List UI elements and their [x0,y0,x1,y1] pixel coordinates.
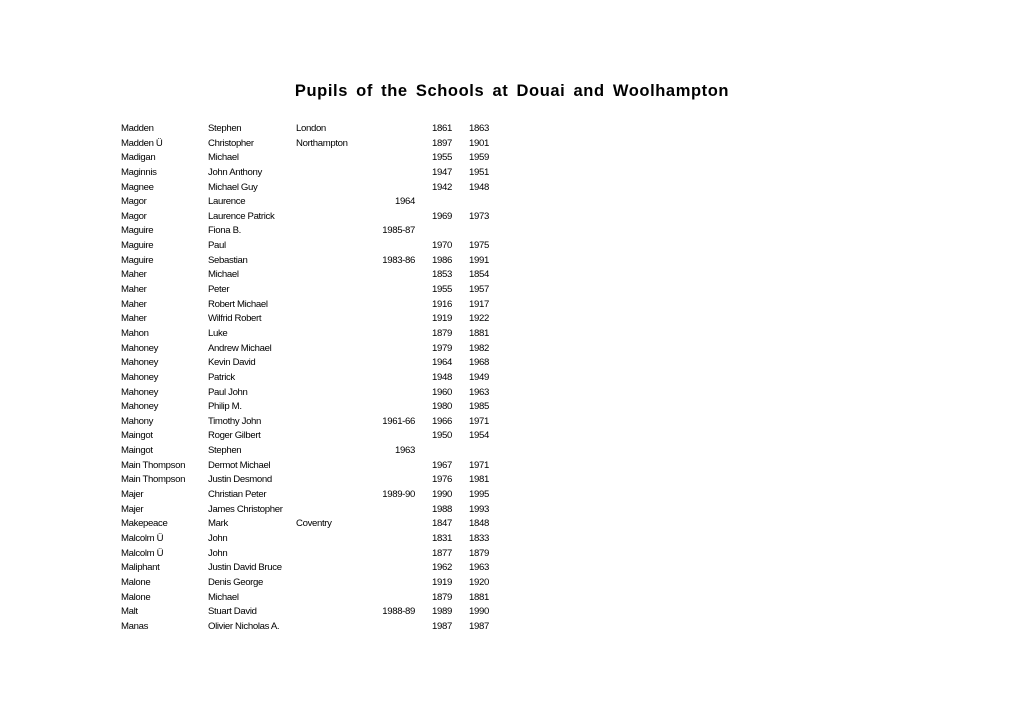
year-from-cell: 1988 [432,503,452,515]
surname-cell: Madden Ü [121,137,163,149]
year-from-cell: 1990 [432,489,452,501]
year-from-cell: 1831 [432,532,452,544]
surname-cell: Makepeace [121,518,168,530]
surname-cell: Maliphant [121,562,160,574]
year-to-cell: 1959 [469,152,489,164]
year-to-cell: 1879 [469,547,489,559]
surname-cell: Maguire [121,225,154,237]
forename-cell: Michael Guy [208,181,258,193]
table-row [0,210,1024,225]
surname-cell: Maingot [121,430,153,442]
surname-cell: Majer [121,503,144,515]
table-row [0,356,1024,371]
surname-cell: Majer [121,489,144,501]
table-row [0,473,1024,488]
year-to-cell: 1993 [469,503,489,515]
forename-cell: Christian Peter [208,489,267,501]
year-to-cell: 1995 [469,489,489,501]
table-row [0,298,1024,313]
year-from-cell: 1916 [432,298,452,310]
year-to-cell: 1981 [469,474,489,486]
prep-years-cell: 1961-66 [382,415,415,427]
table-row [0,517,1024,532]
prep-years-cell: 1985-87 [382,225,415,237]
surname-cell: Maginnis [121,166,157,178]
prep-years-cell: 1963 [395,445,415,457]
table-row [0,591,1024,606]
forename-cell: John Anthony [208,166,262,178]
year-to-cell: 1975 [469,240,489,252]
year-to-cell: 1854 [469,269,489,281]
year-to-cell: 1863 [469,123,489,134]
year-from-cell: 1962 [432,562,452,574]
surname-cell: Magor [121,210,147,222]
surname-cell: Maingot [121,445,153,457]
forename-cell: Kevin David [208,357,256,369]
table-row [0,386,1024,401]
place-cell: London [296,123,326,134]
prep-years-cell: 1989-90 [382,489,415,501]
page-title: Pupils of the Schools at Douai and Woolhampton [294,82,730,100]
forename-cell: Laurence Patrick [208,210,275,222]
year-to-cell: 1881 [469,591,489,603]
forename-cell: Patrick [208,371,235,383]
table-row [0,547,1024,562]
surname-cell: Malcolm Ü [121,532,164,544]
forename-cell: James Christopher [208,503,283,515]
forename-cell: Paul [208,240,226,252]
surname-cell: Malt [121,606,138,618]
surname-cell: Mahoney [121,401,159,413]
prep-years-cell: 1964 [395,196,415,208]
year-from-cell: 1861 [432,123,452,134]
year-from-cell: 1942 [432,181,452,193]
table-row [0,605,1024,620]
year-to-cell: 1901 [469,137,489,149]
table-row [0,503,1024,518]
table-row [0,561,1024,576]
forename-cell: Michael [208,269,239,281]
forename-cell: Andrew Michael [208,342,272,354]
year-from-cell: 1987 [432,620,452,632]
forename-cell: Olivier Nicholas A. [208,620,280,632]
table-row [0,429,1024,444]
table-row [0,195,1024,210]
forename-cell: Stephen [208,445,242,457]
year-to-cell: 1973 [469,210,489,222]
surname-cell: Maher [121,313,147,325]
year-from-cell: 1970 [432,240,452,252]
forename-cell: Laurence [208,196,246,208]
year-from-cell: 1950 [432,430,452,442]
forename-cell: Michael [208,591,239,603]
year-to-cell: 1971 [469,459,489,471]
table-row [0,532,1024,547]
surname-cell: Magor [121,196,147,208]
forename-cell: Roger Gilbert [208,430,261,442]
year-to-cell: 1848 [469,518,489,530]
surname-cell: Main Thompson [121,459,186,471]
table-row [0,137,1024,152]
year-from-cell: 1919 [432,313,452,325]
forename-cell: John [208,547,228,559]
year-to-cell: 1920 [469,576,489,588]
surname-cell: Manas [121,620,149,632]
forename-cell: Justin David Bruce [208,562,282,574]
prep-years-cell: 1983-86 [382,254,415,266]
year-to-cell: 1990 [469,606,489,618]
surname-cell: Maher [121,284,147,296]
year-to-cell: 1987 [469,620,489,632]
year-to-cell: 1949 [469,371,489,383]
year-from-cell: 1980 [432,401,452,413]
table-row [0,444,1024,459]
year-from-cell: 1948 [432,371,452,383]
surname-cell: Mahon [121,327,149,339]
year-to-cell: 1991 [469,254,489,266]
forename-cell: Robert Michael [208,298,268,310]
year-to-cell: 1922 [469,313,489,325]
forename-cell: Mark [208,518,228,530]
table-row [0,181,1024,196]
forename-cell: Christopher [208,137,254,149]
year-from-cell: 1966 [432,415,452,427]
year-from-cell: 1969 [432,210,452,222]
year-to-cell: 1833 [469,532,489,544]
year-to-cell: 1963 [469,386,489,398]
year-from-cell: 1967 [432,459,452,471]
place-cell: Northampton [296,137,348,149]
pupil-list [0,122,1024,634]
surname-cell: Mahoney [121,371,159,383]
year-from-cell: 1976 [432,474,452,486]
table-row [0,620,1024,635]
table-row [0,254,1024,269]
surname-cell: Maguire [121,240,154,252]
forename-cell: Fiona B. [208,225,241,237]
year-to-cell: 1985 [469,401,489,413]
table-row [0,122,1024,137]
surname-cell: Magnee [121,181,154,193]
year-to-cell: 1982 [469,342,489,354]
table-row [0,283,1024,298]
table-row [0,459,1024,474]
forename-cell: Stephen [208,123,242,134]
year-from-cell: 1989 [432,606,452,618]
forename-cell: John [208,532,228,544]
year-to-cell: 1963 [469,562,489,574]
table-row [0,576,1024,591]
table-row [0,400,1024,415]
table-row [0,327,1024,342]
surname-cell: Madden [121,123,154,134]
year-from-cell: 1964 [432,357,452,369]
year-from-cell: 1897 [432,137,452,149]
forename-cell: Peter [208,284,230,296]
year-from-cell: 1986 [432,254,452,266]
forename-cell: Michael [208,152,239,164]
surname-cell: Malone [121,591,151,603]
year-to-cell: 1917 [469,298,489,310]
table-row [0,342,1024,357]
table-row [0,488,1024,503]
year-to-cell: 1957 [469,284,489,296]
forename-cell: Luke [208,327,228,339]
year-from-cell: 1879 [432,591,452,603]
surname-cell: Main Thompson [121,474,186,486]
forename-cell: Paul John [208,386,248,398]
surname-cell: Malcolm Ü [121,547,164,559]
forename-cell: Dermot Michael [208,459,271,471]
forename-cell: Denis George [208,576,263,588]
table-row [0,415,1024,430]
surname-cell: Maher [121,269,147,281]
year-from-cell: 1877 [432,547,452,559]
year-from-cell: 1979 [432,342,452,354]
prep-years-cell: 1988-89 [382,606,415,618]
year-from-cell: 1955 [432,152,452,164]
year-to-cell: 1948 [469,181,489,193]
year-to-cell: 1968 [469,357,489,369]
table-row [0,239,1024,254]
year-from-cell: 1847 [432,518,452,530]
year-to-cell: 1971 [469,415,489,427]
forename-cell: Justin Desmond [208,474,272,486]
surname-cell: Mahony [121,415,154,427]
surname-cell: Madigan [121,152,156,164]
forename-cell: Stuart David [208,606,257,618]
surname-cell: Mahoney [121,386,159,398]
year-from-cell: 1960 [432,386,452,398]
year-from-cell: 1955 [432,284,452,296]
place-cell: Coventry [296,518,332,530]
surname-cell: Mahoney [121,357,159,369]
surname-cell: Mahoney [121,342,159,354]
surname-cell: Maguire [121,254,154,266]
table-row [0,268,1024,283]
year-to-cell: 1951 [469,166,489,178]
forename-cell: Philip M. [208,401,242,413]
year-from-cell: 1947 [432,166,452,178]
table-row [0,166,1024,181]
forename-cell: Wilfrid Robert [208,313,262,325]
year-from-cell: 1919 [432,576,452,588]
surname-cell: Malone [121,576,151,588]
year-from-cell: 1853 [432,269,452,281]
table-row [0,312,1024,327]
table-row [0,224,1024,239]
table-row [0,151,1024,166]
forename-cell: Sebastian [208,254,248,266]
year-to-cell: 1954 [469,430,489,442]
year-from-cell: 1879 [432,327,452,339]
table-row [0,371,1024,386]
forename-cell: Timothy John [208,415,262,427]
year-to-cell: 1881 [469,327,489,339]
surname-cell: Maher [121,298,147,310]
